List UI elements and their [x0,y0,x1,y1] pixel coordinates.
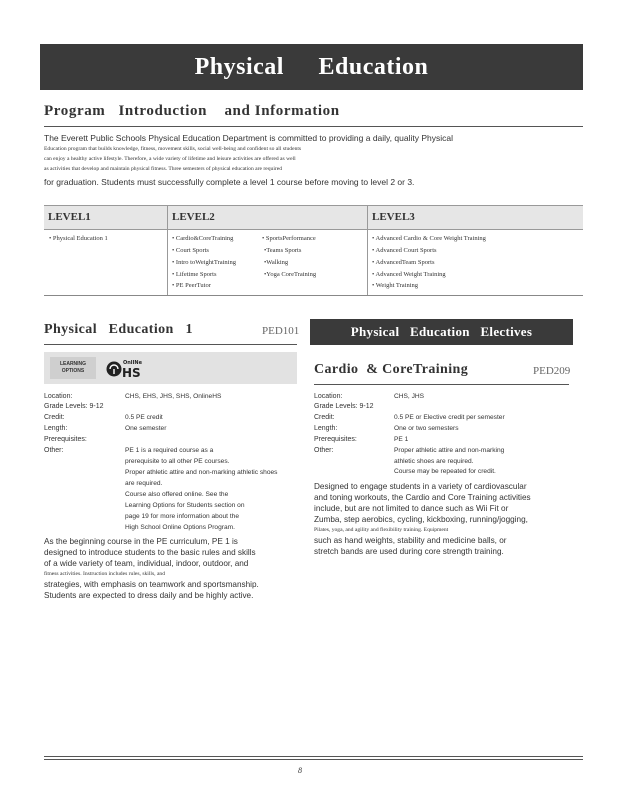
header-title-word-2: Education [318,54,429,80]
elective-description-line: stretch bands are used during core strength training. [314,547,504,556]
level2-item: • Intro toWeightTraining [172,259,236,266]
level-table [44,205,583,296]
pe1-description-line: Students are expected to dress daily and be highly active. [44,591,254,600]
elective-label-location: Location: [314,393,343,400]
badge-line-1: LEARNING [59,361,87,367]
elective-label-grade: Grade Levels: 9-12 [314,403,374,410]
pe1-other-line: High School Online Options Program. [125,524,235,531]
intro-line: Education program that builds knowledge, fitness, movement skills, social well-being and confident so all students [44,146,302,152]
pe1-other: PE 1 is a required course as a [125,447,214,454]
pe1-divider [44,344,297,345]
electives-header: Physical Education Electives [310,319,573,345]
elective-description-line: Pilates, yoga, and agility and flexibility training. Equipment [314,527,449,533]
elective-description-line: include, but are not limited to dance such as Wii Fit or [314,504,509,513]
logo-big-text: HS [122,366,141,380]
level3-item: • AdvancedTeam Sports [372,259,435,266]
pe1-title: Physical Education 1 [44,322,193,337]
elective-label-other: Other: [314,447,334,454]
learning-options-box [44,352,297,384]
online-hs-logo [106,356,146,380]
pe1-description-line: designed to introduce students to the basic rules and skills [44,548,256,557]
pe1-length: One semester [125,425,167,432]
pe1-course-code: PED101 [262,325,300,337]
intro-line: as activities that develop and maintain physical fitness. Three semesters of physical education are required [44,166,283,172]
pe1-label-location: Location: [44,393,73,400]
pe1-location: CHS, EHS, JHS, SHS, OnlineHS [125,393,222,400]
elective-title: Cardio & CoreTraining [314,362,469,377]
elective-location: CHS, JHS [394,393,425,400]
page-number: 8 [298,766,302,775]
learning-options-badge [50,357,96,379]
pe1-description-line: of a wide variety of team, individual, indoor, outdoor, and [44,559,249,568]
elective-divider [314,384,569,385]
pe1-description-line: As the beginning course in the PE curriculum, PE 1 is [44,537,238,546]
level2-item: •Walking [264,259,289,266]
elective-label-length: Length: [314,425,338,432]
level2-item: • Cardio&CoreTraining [172,235,234,242]
pe1-label-grade: Grade Levels: 9-12 [44,403,104,410]
logo-small-text: OnlINe [123,360,142,366]
pe1-other-line: Proper athletic attire and non-marking athletic shoes [125,469,278,476]
level2-item: • PE PeerTutor [172,282,211,289]
badge-line-2: OPTIONS [61,368,85,374]
pe1-other-line: are required. [125,480,163,487]
pe1-label-prereq: Prerequisites: [44,436,87,443]
intro-line: for graduation. Students must successfully complete a level 1 course before moving to level 2 or 3. [44,177,415,187]
elective-other-line: athletic shoes are required. [394,458,474,465]
elective-other-line: Course may be repeated for credit. [394,468,496,475]
level2-item: • SportsPerformance [262,235,316,242]
elective-description-line: Designed to engage students in a variety of cardiovascular [314,482,527,491]
level3-item: • Advanced Court Sports [372,247,437,254]
level3-item: • Weight Training [372,282,419,289]
intro-line: The Everett Public Schools Physical Education Department is committed to providing a daily, quality Physical [44,133,453,143]
pe1-label-other: Other: [44,447,64,454]
level2-item: •Teams Sports [264,247,302,254]
pe1-description-line: strategies, with emphasis on teamwork and sportsmanship. [44,580,259,589]
elective-length: One or two semesters [394,425,459,432]
column-divider [167,205,168,295]
elective-label-prereq: Prerequisites: [314,436,357,443]
intro-heading: Program Introduction and Information [44,103,340,119]
column-divider [367,205,368,295]
intro-divider [44,126,583,127]
elective-description-line: Zumba, step aerobics, cycling, kickboxing, running/jogging, [314,515,528,524]
pe1-other-line: Learning Options for Students section on [125,502,245,509]
level2-header [168,205,367,230]
elective-course-code: PED209 [533,365,571,377]
level1-item: • Physical Education 1 [49,235,108,242]
level3-item: • Advanced Cardio & Core Weight Training [372,235,486,242]
level3-item: • Advanced Weight Training [372,271,446,278]
elective-label-credit: Credit: [314,414,335,421]
pe1-credit: 0.5 PE credit [125,414,163,421]
footer-divider [44,759,583,760]
level1-header [44,205,167,230]
header-title-word-1: Physical [194,54,284,80]
level3-title: LEVEL3 [372,211,415,223]
footer-divider [44,756,583,757]
elective-credit: 0.5 PE or Elective credit per semester [394,414,505,421]
elective-description-line: such as hand weights, stability and medicine balls, or [314,536,507,545]
pe1-other-line: Course also offered online. See the [125,491,229,498]
level2-title: LEVEL2 [172,211,215,223]
elective-prereq: PE 1 [394,436,409,443]
level1-title: LEVEL1 [48,211,91,223]
level2-item: • Lifetime Sports [172,271,217,278]
elective-description-line: and toning workouts, the Cardio and Core Training activities [314,493,531,502]
pe1-other-line: prerequisite to all other PE courses. [125,458,230,465]
level2-item: •Yoga CoreTraining [264,271,317,278]
pe1-other-line: page 19 for more information about the [125,513,239,520]
level3-header [368,205,583,230]
elective-other: Proper athletic attire and non-marking [394,447,505,454]
level2-item: • Court Sports [172,247,209,254]
pe1-label-credit: Credit: [44,414,65,421]
page-header [40,44,583,90]
intro-line: can enjoy a healthy active lifestyle. Therefore, a wide variety of lifetime and leisure activities are offered as well [44,156,296,162]
pe1-label-length: Length: [44,425,68,432]
pe1-description-line: fitness activities. Instruction includes rules, skills, and [44,571,166,577]
